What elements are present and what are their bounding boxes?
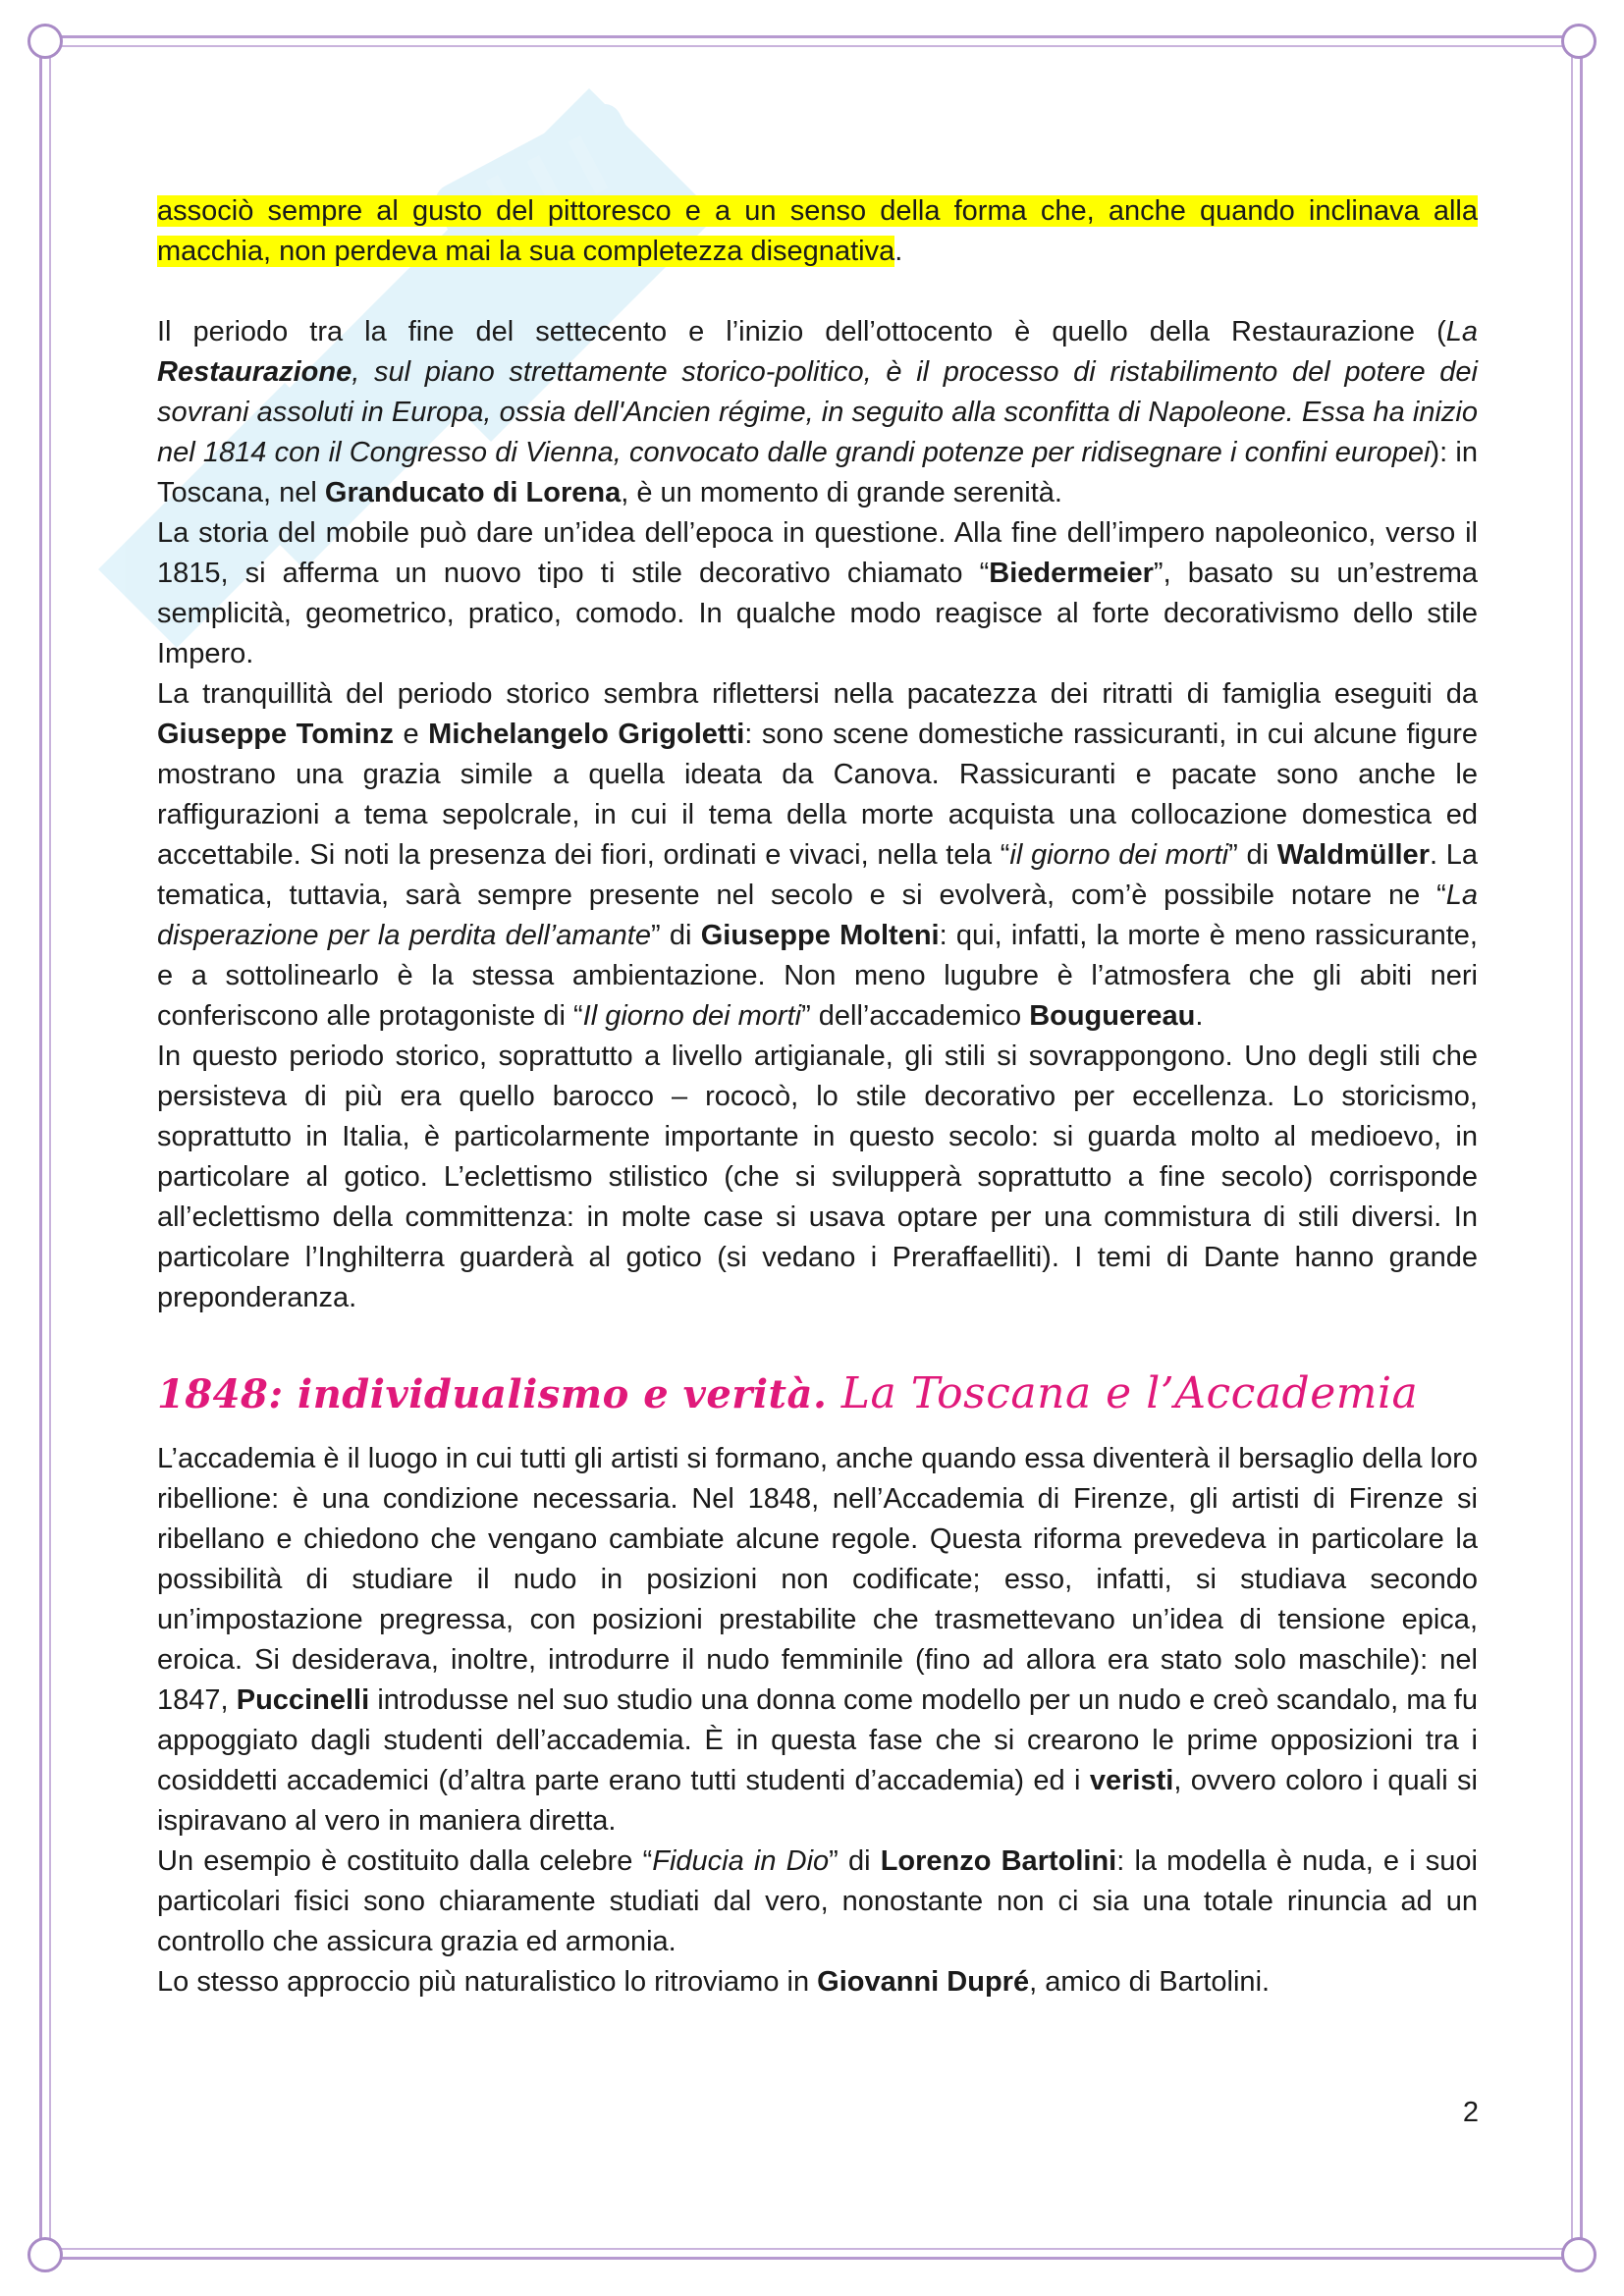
- bold-text: Giovanni Dupré: [817, 1966, 1030, 1998]
- text-run: : la modella è nuda, e i suoi particolari fisici sono chiaramente studiati dal vero, nonostante non ci sia una totale rinuncia ad un controllo che assicura grazia ed armonia.: [157, 1845, 1478, 1957]
- text-run: Un esempio è costituito dalla celebre “: [157, 1845, 653, 1877]
- bold-text: Biedermeier: [989, 558, 1154, 589]
- text-run: La storia del mobile può dare un’idea dell’epoca in questione. Alla fine dell’impero napoleonico, verso il 1815, si afferma un nuovo tipo ti stile decorativo chiamato “: [157, 517, 1478, 589]
- text-run: , amico di Bartolini.: [1029, 1966, 1271, 1998]
- text-run: : sono scene domestiche rassicuranti, in cui alcune figure mostrano una grazia simile a quella ideata da Canova. Rassicuranti e pacate sono anche le raffigurazioni a tema sepolcrale, in cui il tema della morte acquista una collocazione domestica ed accettabile. Si noti la presenza dei fiori, ordinati e vivaci, nella tela “: [157, 719, 1478, 871]
- paragraph: [157, 513, 1478, 674]
- paragraph: [157, 312, 1478, 513]
- text-run: , ovvero coloro i quali si ispiravano al vero in maniera diretta.: [157, 1765, 1478, 1837]
- paragraph: [157, 191, 1478, 272]
- heading-part: 1848: individualismo e verità.: [157, 1371, 841, 1417]
- italic-text: Il giorno dei morti: [582, 1000, 802, 1032]
- text-run: ” di: [829, 1845, 881, 1877]
- italic-text: La: [1445, 316, 1478, 347]
- highlighted-text: associò sempre al gusto del pittoresco e a un senso della forma che, anche quando inclinava alla macchia, non perdeva mai la sua completezza disegnativa: [157, 195, 1478, 267]
- bold-text: Michelangelo Grigoletti: [428, 719, 745, 750]
- bold-text: Puccinelli: [236, 1684, 370, 1716]
- text-run: .: [894, 236, 903, 267]
- page-number: 2: [1462, 2097, 1479, 2128]
- document-body: [157, 191, 1478, 2002]
- text-run: .: [1195, 1000, 1204, 1032]
- text-run: e: [394, 719, 429, 750]
- bold-text: Giuseppe Tominz: [157, 719, 394, 750]
- paragraph: [157, 1842, 1478, 1962]
- text-run: La tranquillità del periodo storico sembra riflettersi nella pacatezza dei ritratti di famiglia eseguiti da: [157, 678, 1478, 710]
- text-run: . La tematica, tuttavia, sarà sempre presente nel secolo e si evolverà, com’è possibile notare ne “: [157, 839, 1478, 911]
- corner-ornament: [1561, 24, 1597, 59]
- section-heading: [157, 1369, 1478, 1419]
- paragraph: [157, 674, 1478, 1037]
- bold-italic-text: Restaurazione: [157, 356, 352, 388]
- text-run: ” di: [1228, 839, 1277, 871]
- corner-ornament: [1561, 2237, 1597, 2272]
- bold-text: veristi: [1089, 1765, 1174, 1796]
- text-run: ” dell’accademico: [801, 1000, 1030, 1032]
- blank-line: [157, 272, 1478, 312]
- text-run: In questo periodo storico, soprattutto a livello artigianale, gli stili si sovrappongono. Uno degli stili che persisteva di più era quello barocco – rococò, lo stile decorativo per eccellenza. Lo storicismo, soprattutto in Italia, è particolarmente importante in questo secolo: si guarda molto al medioevo, in particolare al gotico. L’eclettismo stilistico (che si svilupperà soprattutto a fine secolo) corrisponde all’eclettismo della committenza: in molte case si usava optare per una commistura di stili diversi. In particolare l’Inghilterra guarderà al gotico (si vedano i Preraffaelliti). I temi di Dante hanno grande preponderanza.: [157, 1041, 1478, 1313]
- paragraph: [157, 1439, 1478, 1842]
- bold-text: Giuseppe Molteni: [700, 920, 940, 951]
- text-run: Il periodo tra la fine del settecento e l’inizio dell’ottocento è quello della Restaurazione (: [157, 316, 1446, 347]
- bold-text: Granducato di Lorena: [324, 477, 622, 508]
- bold-text: Lorenzo Bartolini: [880, 1845, 1117, 1877]
- corner-ornament: [27, 24, 63, 59]
- heading-part: La Toscana e l’Accademia: [840, 1368, 1419, 1418]
- italic-text: La disperazione per la perdita dell’amante: [157, 880, 1478, 951]
- bold-text: Bouguereau: [1029, 1000, 1196, 1032]
- bold-text: Waldmüller: [1276, 839, 1430, 871]
- text-run: Lo stesso approccio più naturalistico lo ritroviamo in: [157, 1966, 818, 1998]
- text-run: , è un momento di grande serenità.: [621, 477, 1062, 508]
- text-run: ”, basato su un’estrema semplicità, geometrico, pratico, comodo. In qualche modo reagisce al forte decorativismo dello stile Impero.: [157, 558, 1478, 669]
- text-run: ): in Toscana, nel: [157, 437, 1479, 508]
- italic-text: il giorno dei morti: [1009, 839, 1229, 871]
- paragraph: [157, 1962, 1478, 2002]
- text-run: introdusse nel suo studio una donna come modello per un nudo e creò scandalo, ma fu appoggiato dagli studenti dell’accademia. È in questa fase che si crearono le prime opposizioni tra i cosiddetti accademici (d’altra parte erano tutti studenti d’accademia) ed i: [157, 1684, 1478, 1796]
- corner-ornament: [27, 2237, 63, 2272]
- paragraph: [157, 1037, 1478, 1318]
- text-run: ” di: [650, 920, 701, 951]
- text-run: L’accademia è il luogo in cui tutti gli artisti si formano, anche quando essa diventerà il bersaglio della loro ribellione: è una condizione necessaria. Nel 1848, nell’Accademia di Firenze, gli artisti di Firenze si ribellano e chiedono che vengano cambiate alcune regole. Questa riforma prevedeva in particolare la possibilità di studiare il nudo in posizioni non codificate; esso, infatti, si studiava secondo un’impostazione pregressa, con posizioni prestabilite che trasmettevano un’idea di tensione epica, eroica. Si desiderava, inoltre, introdurre il nudo femminile (fino ad allora era stato solo maschile): nel 1847,: [157, 1443, 1478, 1716]
- italic-text: Fiducia in Dio: [652, 1845, 830, 1877]
- italic-text: , sul piano strettamente storico-politico, è il processo di ristabilimento del potere dei sovrani assoluti in Europa, ossia dell'Ancien régime, in seguito alla sconfitta di Napoleone. Essa ha inizio nel 1814 con il Congresso di Vienna, convocato dalle grandi potenze per ridisegnare i confini europei: [157, 356, 1478, 468]
- text-run: : qui, infatti, la morte è meno rassicurante, e a sottolinearlo è la stessa ambientazione. Non meno lugubre è l’atmosfera che gli abiti neri conferiscono alle protagoniste di “: [157, 920, 1478, 1032]
